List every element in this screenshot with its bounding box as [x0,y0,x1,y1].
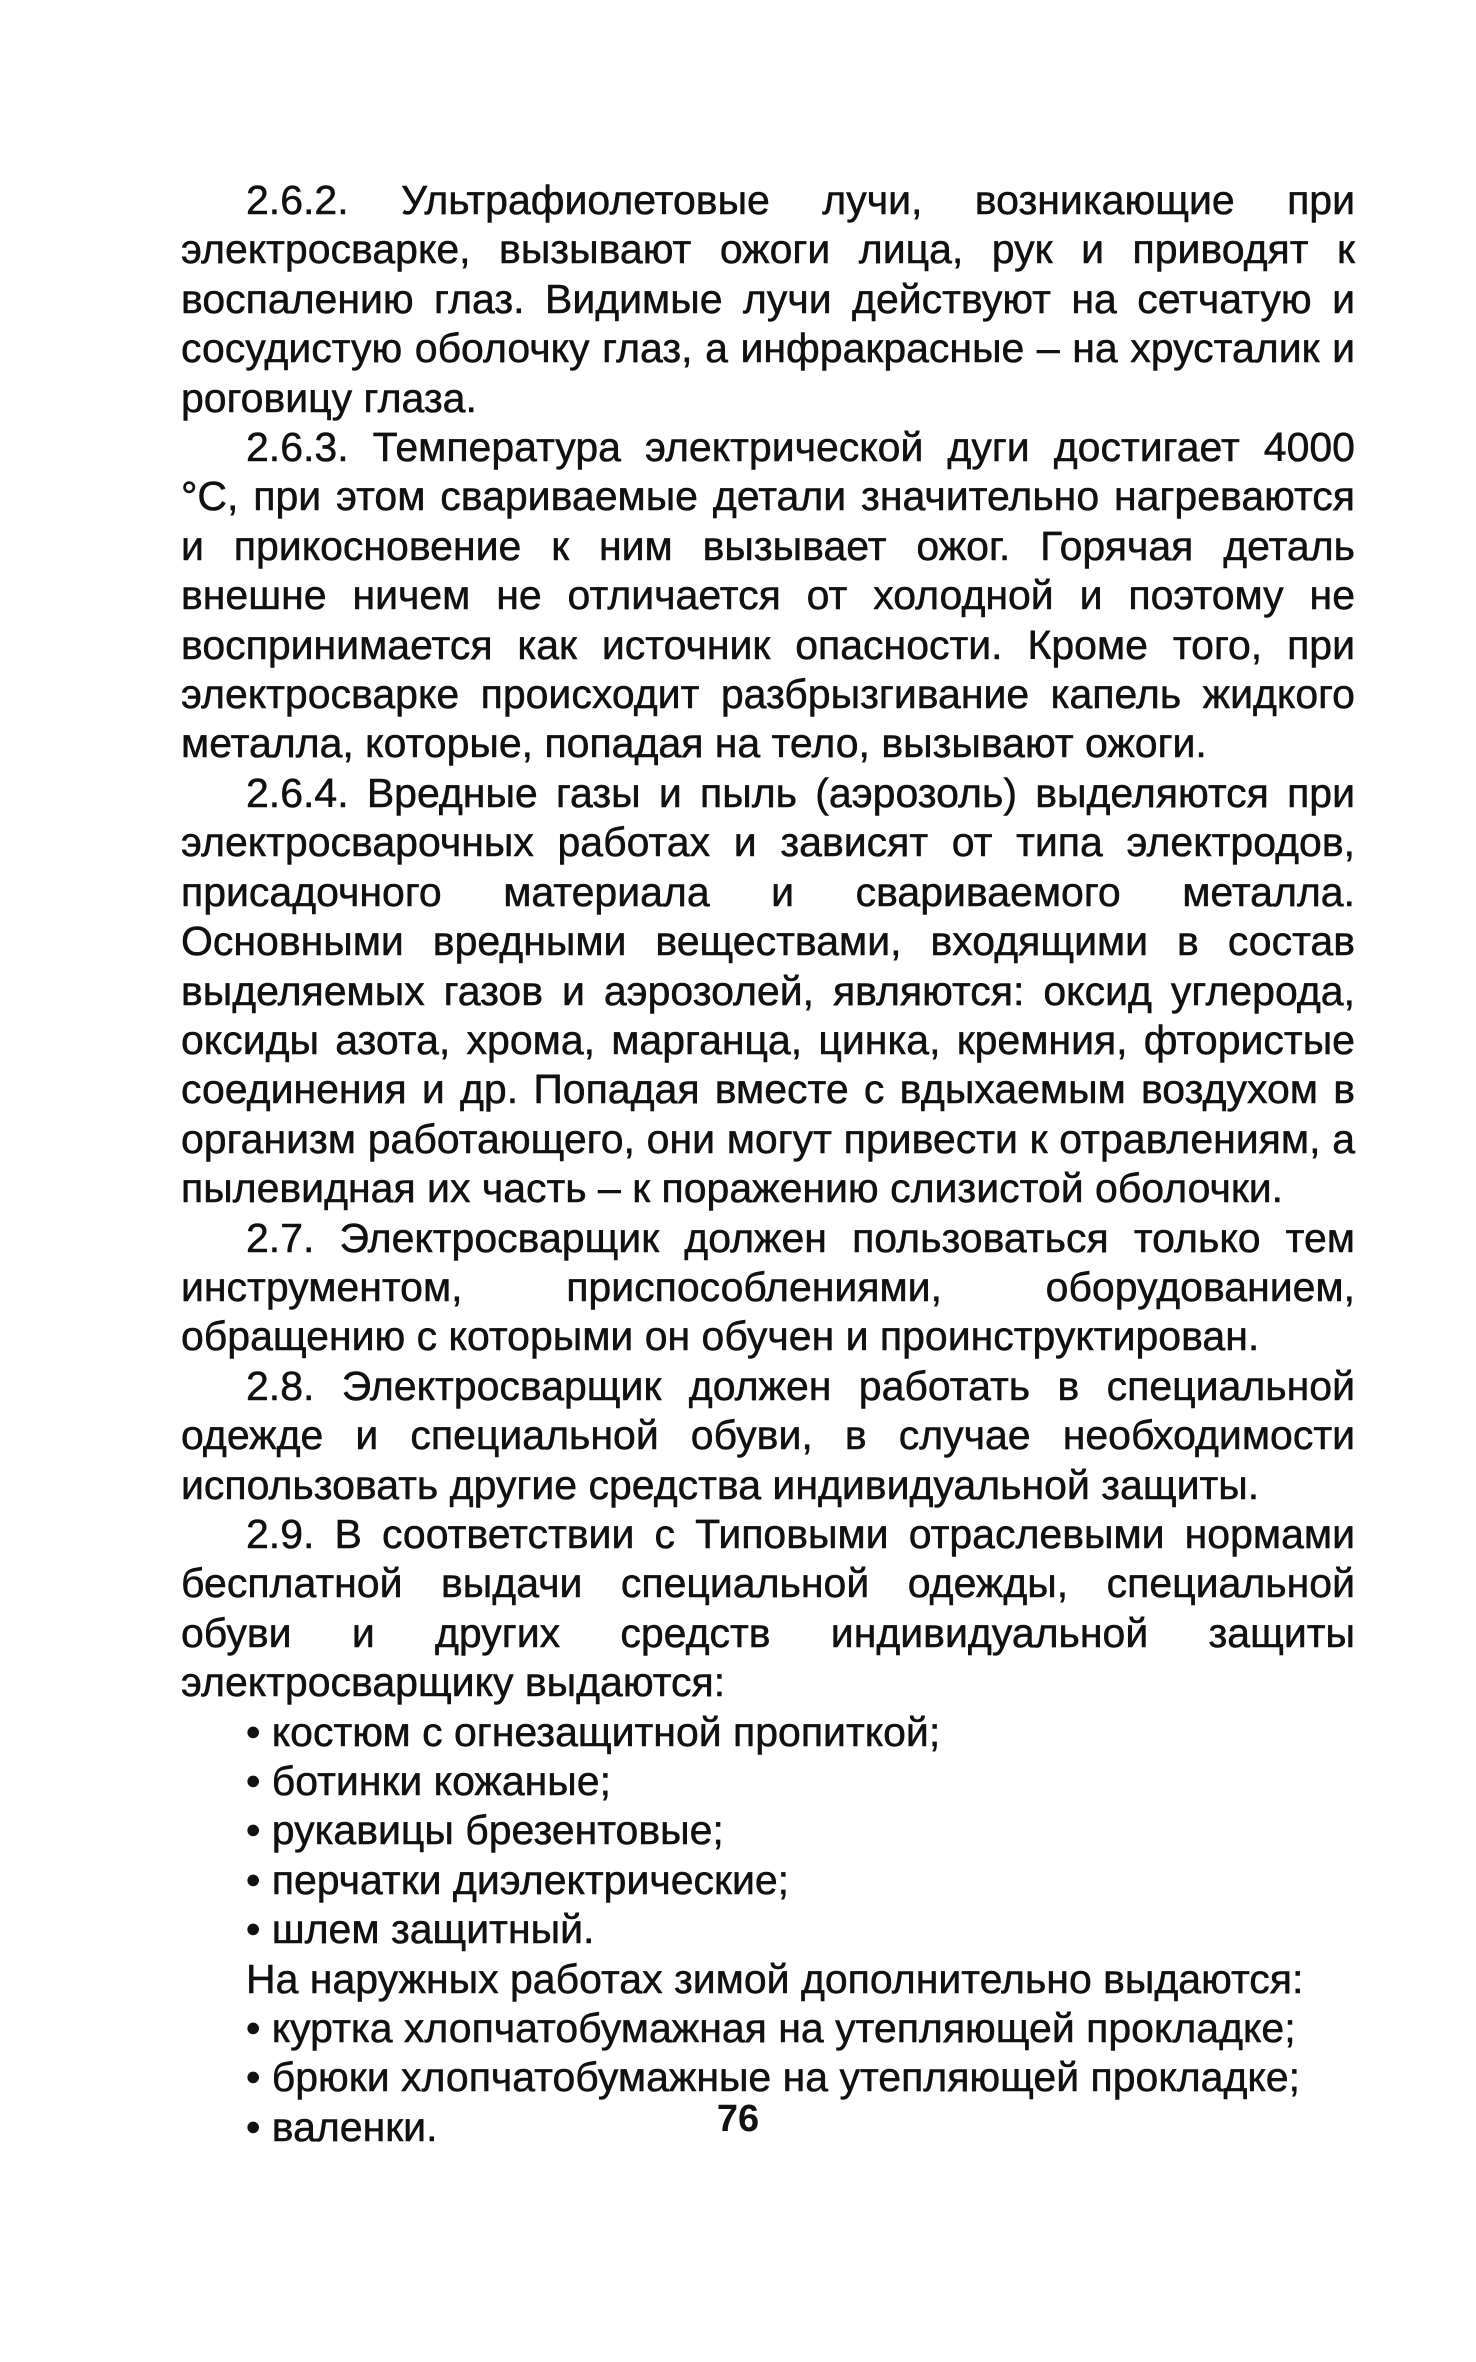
page-body [181,176,1355,2152]
list-item: • куртка хлопчатобумажная на утепляющей прокладке; [246,2005,1296,2052]
winter-intro: На наружных работах зимой дополнительно выдаются: [246,1955,1304,2002]
list-item: • костюм с огнезащитной пропиткой; [246,1708,941,1755]
paragraph-2-8: 2.8. Электросварщик должен работать в специальной одежде и специальной обуви, в случае необходимости использовать другие средства индивидуальной защиты. [181,1362,1355,1508]
list-item: • валенки. [246,2103,438,2150]
page-number: 76 [716,2098,760,2140]
paragraph-2-6-4: 2.6.4. Вредные газы и пыль (аэрозоль) выделяются при электросварочных работах и зависят от типа электродов, присадочного материала и свариваемого металла. Основными вредными веществами, входящими в состав выделяемых газов и аэрозолей, являются: оксид углерода, оксиды азота, хрома, марганца, цинка, кремния, фтористые соединения и др. Попадая вместе с вдыхаемым воздухом в организм работающего, они могут привести к отравлениям, а пылевидная их часть – к поражению слизистой оболочки. [181,769,1355,1212]
list-item: • ботинки кожаные; [246,1758,611,1804]
ppe-list [181,1708,1355,1955]
list-item: • рукавицы брезентовые; [246,1807,724,1854]
paragraph-2-7: 2.7. Электросварщик должен пользоваться только тем инструментом, приспособлениями, оборудованием, обращению с которыми он обучен и проинструктирован. [181,1214,1355,1360]
paragraph-2-9: 2.9. В соответствии с Типовыми отраслевыми нормами бесплатной выдачи специальной одежды, специальной обуви и других средств индивидуальной защиты электросварщику выдаются: [181,1510,1355,1706]
list-item: • перчатки диэлектрические; [246,1856,790,1903]
paragraph-2-6-3: 2.6.3. Температура электрической дуги достигает 4000 °С, при этом свариваемые детали значительно нагреваются и прикосновение к ним вызывает ожог. Горячая деталь внешне ничем не отличается от холодной и поэтому не воспринимается как источник опасности. Кроме того, при электросварке происходит разбрызгивание капель жидкого металла, которые, попадая на тело, вызывают ожоги. [181,424,1355,767]
list-item: • шлем защитный. [246,1906,595,1953]
list-item: • брюки хлопчатобумажные на утепляющей прокладке; [246,2054,1300,2101]
paragraph-2-6-2: 2.6.2. Ультрафиолетовые лучи, возникающие при электросварке, вызывают ожоги лица, рук и приводят к воспалению глаз. Видимые лучи действуют на сетчатую и сосудистую оболочку глаз, а инфракрасные – на хрусталик и роговицу глаза. [181,177,1355,421]
